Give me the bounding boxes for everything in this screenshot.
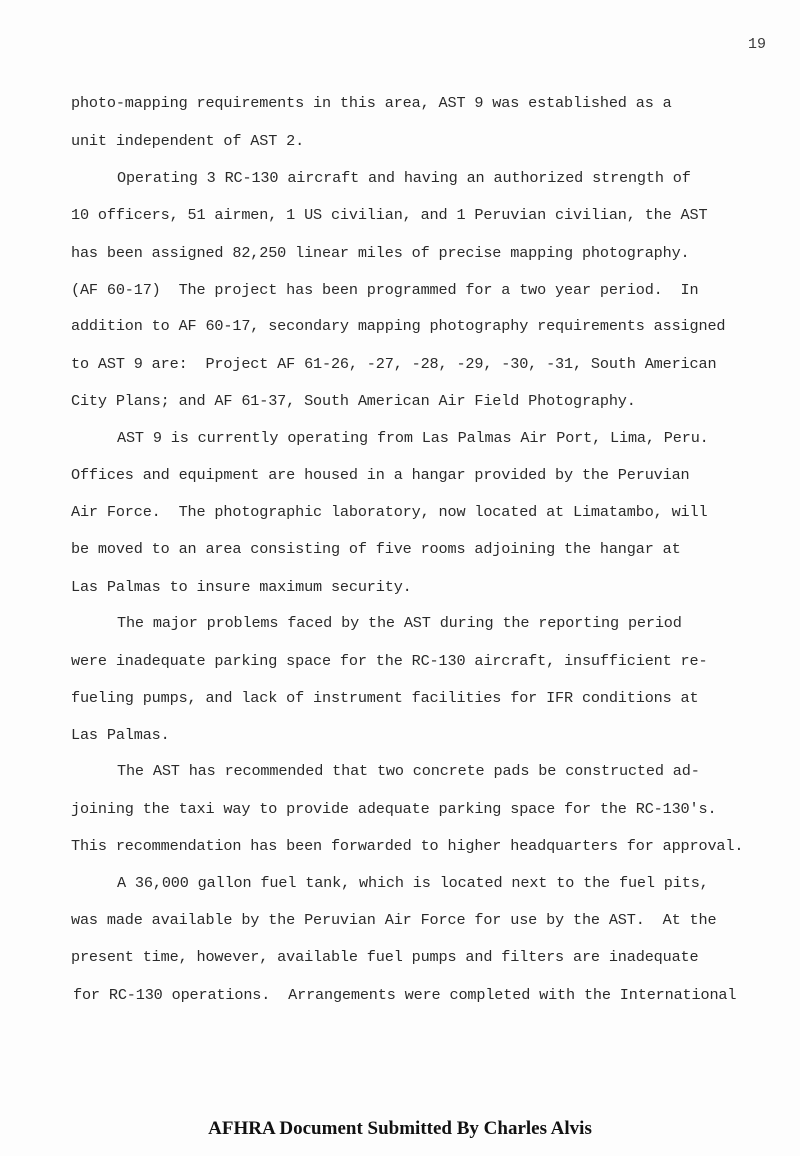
- text-line: be moved to an area consisting of five rooms adjoining the hangar at: [71, 540, 681, 558]
- page-number: 19: [748, 36, 767, 53]
- text-line: for RC-130 operations. Arrangements were completed with the International: [73, 986, 737, 1004]
- text-line: Las Palmas.: [71, 726, 170, 744]
- text-line: (AF 60-17) The project has been programmed for a two year period. In: [71, 281, 699, 299]
- text-line: Offices and equipment are housed in a hangar provided by the Peruvian: [71, 466, 690, 484]
- text-line: This recommendation has been forwarded to higher headquarters for approval.: [71, 837, 744, 855]
- footer-attribution: AFHRA Document Submitted By Charles Alvis: [208, 1118, 592, 1139]
- paragraph-start-line: The major problems faced by the AST during the reporting period: [117, 614, 682, 632]
- text-line: was made available by the Peruvian Air Force for use by the AST. At the: [71, 911, 717, 929]
- text-line: photo-mapping requirements in this area, AST 9 was established as a: [71, 94, 672, 112]
- text-line: City Plans; and AF 61-37, South American Air Field Photography.: [71, 392, 636, 410]
- text-line: addition to AF 60-17, secondary mapping photography requirements assigned: [71, 317, 726, 335]
- paragraph-start-line: Operating 3 RC-130 aircraft and having an authorized strength of: [117, 169, 691, 187]
- paragraph-start-line: A 36,000 gallon fuel tank, which is located next to the fuel pits,: [117, 874, 709, 892]
- text-line: unit independent of AST 2.: [71, 132, 305, 150]
- text-line: 10 officers, 51 airmen, 1 US civilian, and 1 Peruvian civilian, the AST: [71, 206, 708, 224]
- text-line: Air Force. The photographic laboratory, now located at Limatambo, will: [71, 503, 708, 521]
- text-line: fueling pumps, and lack of instrument facilities for IFR conditions at: [71, 689, 699, 707]
- text-line: present time, however, available fuel pumps and filters are inadequate: [71, 948, 699, 966]
- text-line: to AST 9 are: Project AF 61-26, -27, -28, -29, -30, -31, South American: [71, 355, 717, 373]
- text-line: Las Palmas to insure maximum security.: [71, 578, 412, 596]
- text-line: joining the taxi way to provide adequate parking space for the RC-130's.: [71, 800, 717, 818]
- paragraph-start-line: AST 9 is currently operating from Las Palmas Air Port, Lima, Peru.: [117, 429, 709, 447]
- text-line: has been assigned 82,250 linear miles of precise mapping photography.: [71, 244, 690, 262]
- text-line: were inadequate parking space for the RC-130 aircraft, insufficient re-: [71, 652, 708, 670]
- paragraph-start-line: The AST has recommended that two concrete pads be constructed ad-: [117, 762, 700, 780]
